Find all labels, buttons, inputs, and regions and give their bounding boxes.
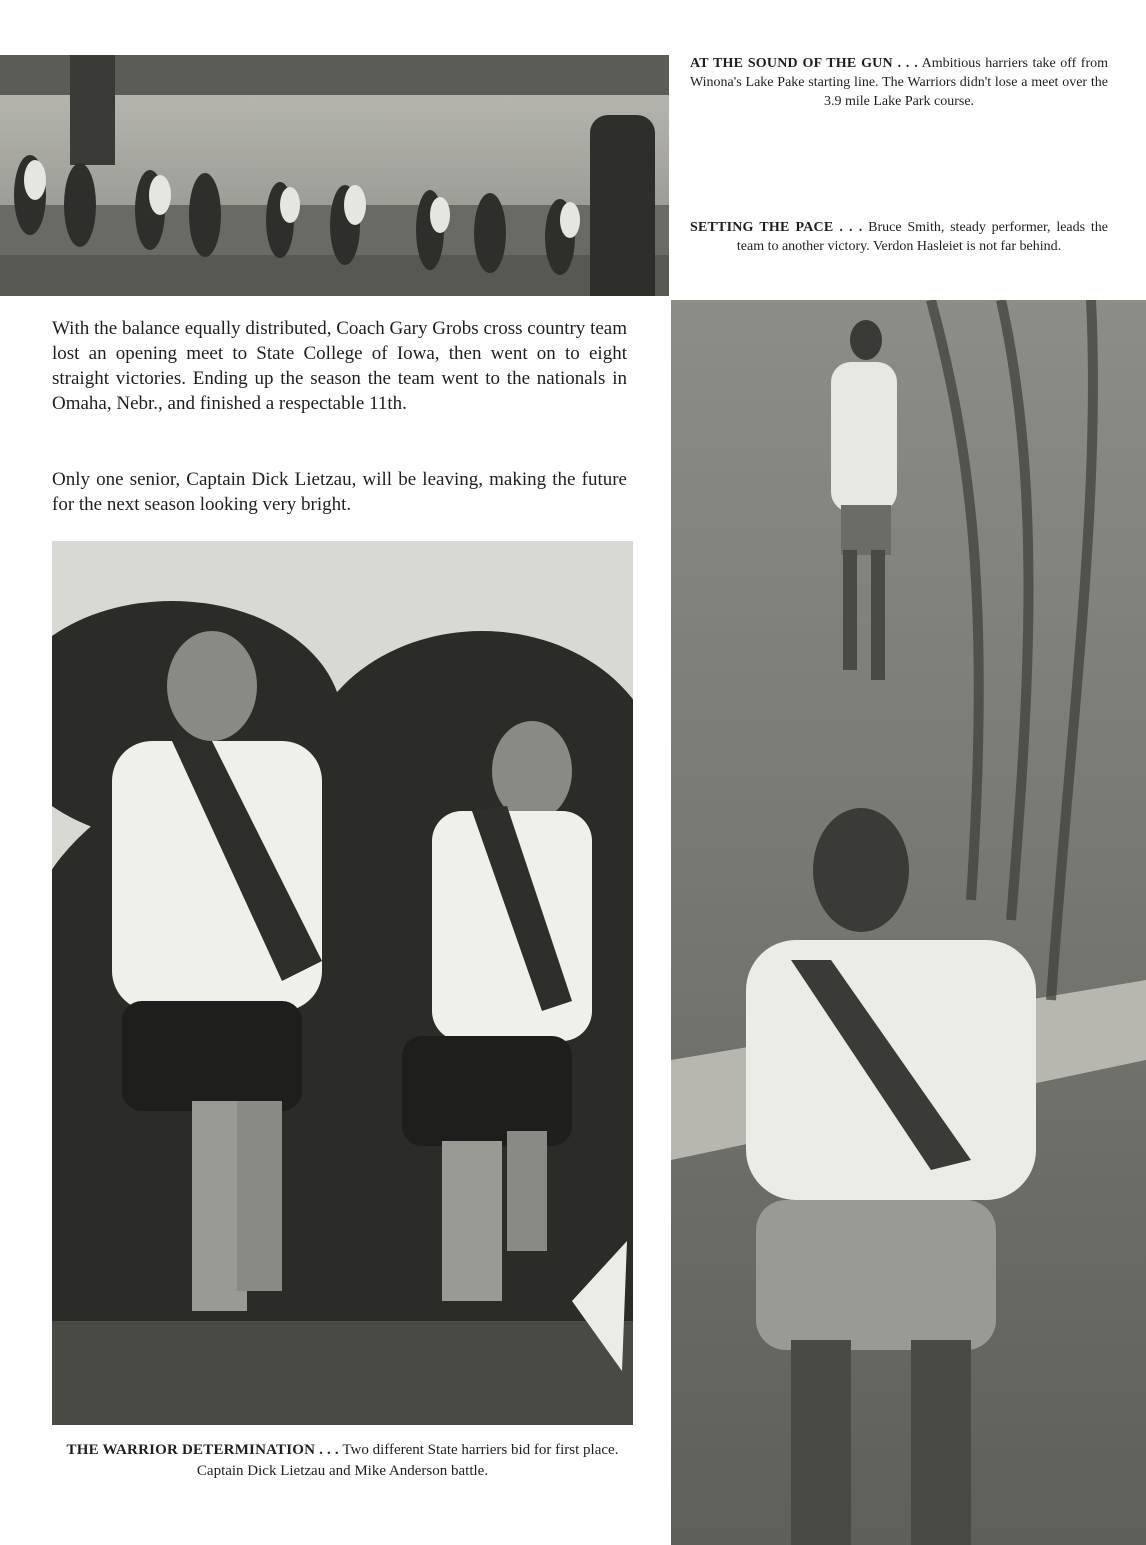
warrior-determination-illustration xyxy=(52,541,633,1425)
caption-setting-pace xyxy=(690,218,1108,256)
caption-starting-line xyxy=(690,54,1108,111)
caption-lead: AT THE SOUND OF THE GUN . . . xyxy=(690,56,918,71)
caption-text: Ambitious harriers take off from Winona's Lake Pake starting line. The Warriors didn't lose a meet over the 3.9 mile Lake Park course. xyxy=(690,56,1108,109)
starting-line-illustration xyxy=(0,55,669,296)
photo-warrior-determination xyxy=(52,541,633,1425)
photo-starting-line xyxy=(0,55,669,296)
caption-lead: THE WARRIOR DETERMINATION . . . xyxy=(66,1442,339,1458)
article-paragraph: With the balance equally distributed, Coach Gary Grobs cross country team lost an opening meet to State College of Iowa, then went on to eight straight victories. Ending up the season the team went to the nationals in Omaha, Nebr., and finished a respectable 11th. xyxy=(52,318,627,414)
caption-text: Bruce Smith, steady performer, leads the team to another victory. Verdon Hasleiet is not far behind. xyxy=(736,220,1108,254)
caption-text: Two different State harriers bid for first place. Captain Dick Lietzau and Mike Anderson battle. xyxy=(196,1442,619,1479)
caption-lead: SETTING THE PACE . . . xyxy=(690,220,863,235)
caption-warrior-determination xyxy=(52,1440,633,1482)
setting-pace-illustration xyxy=(671,300,1146,1545)
photo-setting-pace xyxy=(671,300,1146,1545)
article-paragraph: Only one senior, Captain Dick Lietzau, will be leaving, making the future for the next season looking very bright. xyxy=(52,469,627,515)
